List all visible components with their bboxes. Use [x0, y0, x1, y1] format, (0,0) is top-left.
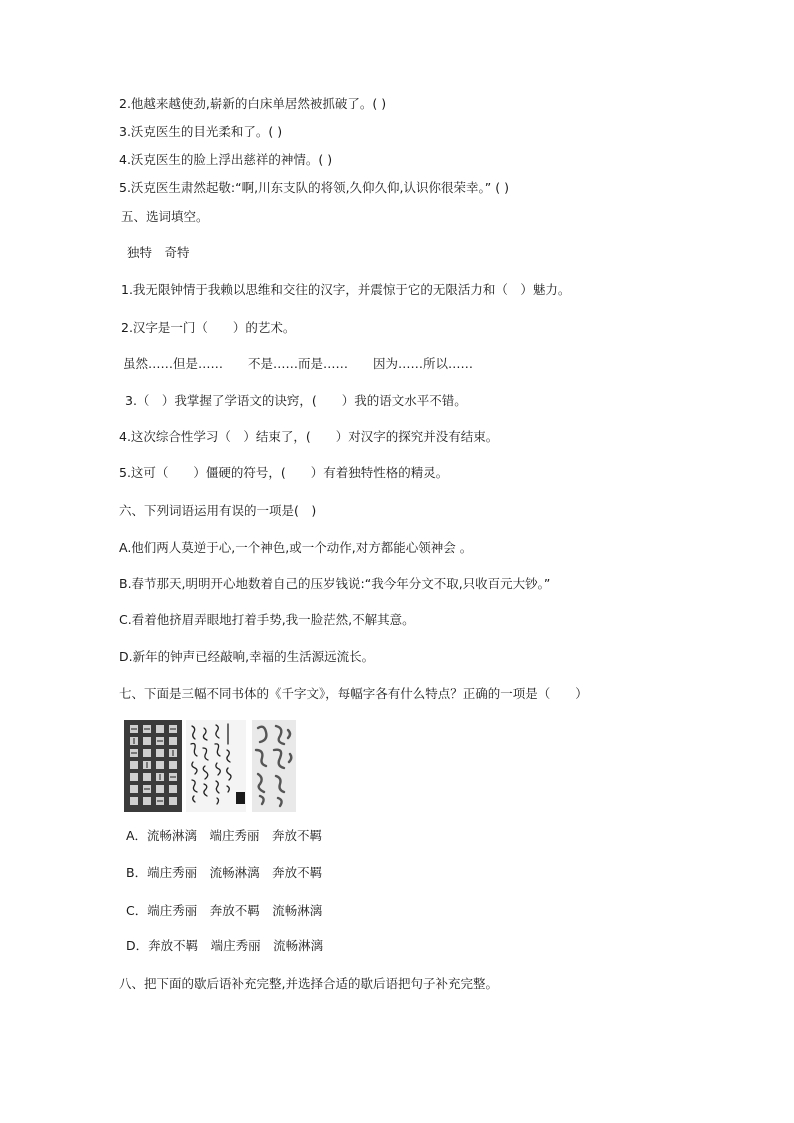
question-2-item: 2.他越来越使劲,崭新的白床单居然被抓破了。( ) [119, 96, 387, 111]
calligraphy-panel-regular-script [124, 720, 182, 812]
question-4-item: 4.沃克医生的脸上浮出慈祥的神情。( ) [119, 152, 333, 167]
word-choices: 独特 奇特 [127, 245, 190, 260]
fill-item-5: 5.这可（ ）僵硬的符号，( ）有着独特性格的精灵。 [119, 465, 449, 480]
option-7-a: A．流畅淋漓 端庄秀丽 奔放不羁 [126, 828, 323, 843]
section-5-heading: 五、选词填空。 [121, 209, 209, 224]
option-7-b: B．端庄秀丽 流畅淋漓 奔放不羁 [126, 865, 323, 880]
fill-item-3: 3.（ ）我掌握了学语文的诀窍，( ）我的语文水平不错。 [125, 393, 467, 408]
question-3-item: 3.沃克医生的目光柔和了。( ) [119, 124, 283, 139]
conjunction-choices: 虽然……但是…… 不是……而是…… 因为……所以…… [123, 356, 474, 371]
section-6-heading: 六、下列词语运用有误的一项是( ) [119, 503, 317, 518]
option-7-c: C．端庄秀丽 奔放不羁 流畅淋漓 [126, 903, 323, 918]
option-6-d: D.新年的钟声已经敲响,幸福的生活源远流长。 [119, 649, 375, 664]
fill-item-4: 4.这次综合性学习（ ）结束了，( ）对汉字的探究并没有结束。 [119, 429, 499, 444]
calligraphy-panel-running-script [186, 720, 246, 812]
calligraphy-panel-cursive-script [252, 720, 296, 812]
fill-item-1: 1.我无限钟情于我赖以思维和交往的汉字，并震惊于它的无限活力和（ ）魅力。 [121, 282, 571, 297]
option-6-a: A.他们两人莫逆于心,一个神色,或一个动作,对方都能心领神会 。 [119, 540, 473, 555]
section-7-heading: 七、下面是三幅不同书体的《千字文》，每幅字各有什么特点？正确的一项是（ ） [119, 686, 588, 701]
option-6-b: B.春节那天,明明开心地数着自己的压岁钱说:“我今年分文不取,只收百元大钞。” [119, 576, 551, 591]
calligraphy-samples-image [124, 720, 296, 816]
section-8-heading: 八、把下面的歇后语补充完整,并选择合适的歇后语把句子补充完整。 [119, 976, 498, 991]
question-5-item: 5.沃克医生肃然起敬:“啊,川东支队的将领,久仰久仰,认识你很荣幸。” ( ) [119, 180, 509, 195]
option-6-c: C.看着他挤眉弄眼地打着手势,我一脸茫然,不解其意。 [119, 612, 415, 627]
fill-item-2: 2.汉字是一门（ ）的艺术。 [121, 320, 296, 335]
option-7-d: D．奔放不羁 端庄秀丽 流畅淋漓 [126, 938, 324, 953]
